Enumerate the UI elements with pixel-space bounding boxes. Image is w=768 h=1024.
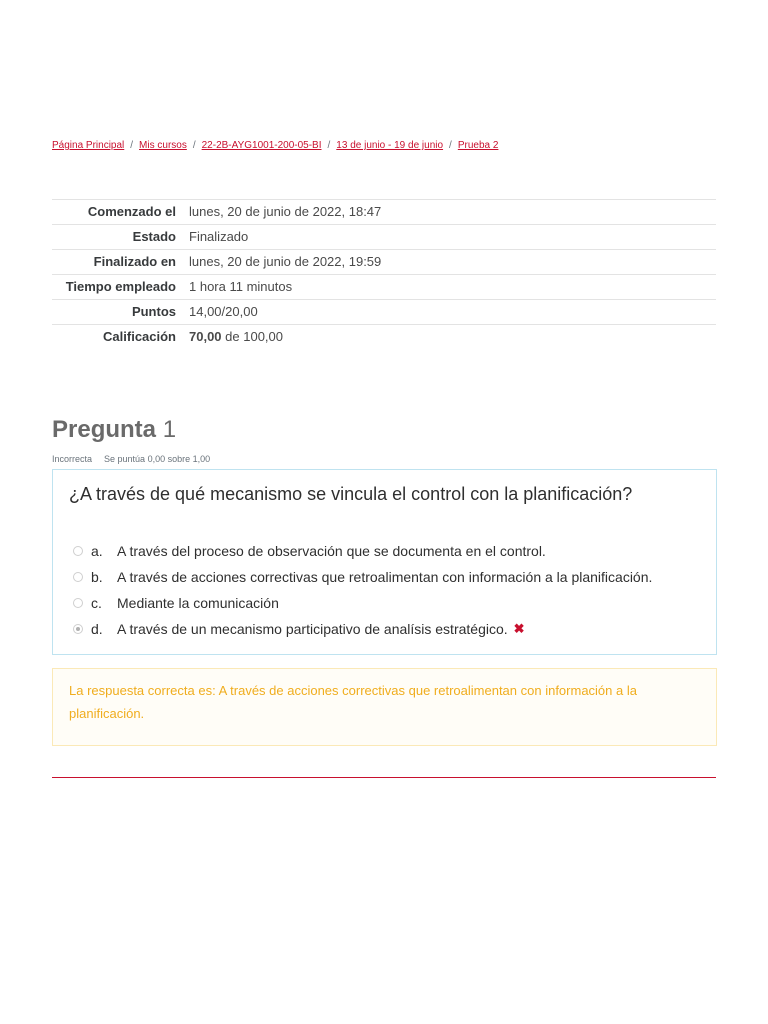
- summary-label: Calificación: [103, 329, 176, 344]
- answer-option-b[interactable]: [73, 564, 652, 590]
- question-score: Se puntúa 0,00 sobre 1,00: [104, 454, 211, 464]
- section-divider: [52, 777, 716, 778]
- summary-row-state: [52, 225, 716, 250]
- answer-option-d[interactable]: [73, 616, 652, 642]
- question-content-box: [52, 469, 717, 655]
- option-text: Mediante la comunicación: [117, 595, 279, 611]
- summary-label: Tiempo empleado: [65, 279, 176, 294]
- summary-value: 14,00/20,00: [189, 304, 258, 319]
- question-text: ¿A través de qué mecanismo se vincula el control con la planificación?: [69, 484, 633, 504]
- option-text: A través del proceso de observación que se documenta en el control.: [117, 543, 546, 559]
- radio-button-selected[interactable]: [73, 624, 83, 634]
- summary-label: Finalizado en: [93, 254, 176, 269]
- summary-value: lunes, 20 de junio de 2022, 18:47: [189, 204, 382, 219]
- answer-options: [73, 538, 652, 642]
- question-heading-word: Pregunta: [52, 416, 157, 443]
- summary-label: Comenzado el: [87, 204, 176, 219]
- radio-button[interactable]: [73, 598, 83, 608]
- answer-option-a[interactable]: [73, 538, 652, 564]
- question-state: Incorrecta: [52, 454, 93, 464]
- summary-value: Finalizado: [189, 229, 249, 244]
- breadcrumb-home-link[interactable]: Página Principal: [52, 140, 125, 151]
- breadcrumb-course-link[interactable]: 22-2B-AYG1001-200-05-BI: [201, 140, 322, 151]
- option-letter: a.: [91, 543, 103, 559]
- summary-row-finished: [52, 250, 716, 275]
- radio-button[interactable]: [73, 572, 83, 582]
- breadcrumb-week-link[interactable]: 13 de junio - 19 de junio: [336, 140, 444, 151]
- summary-value: [182, 325, 716, 350]
- option-letter: d.: [91, 621, 103, 637]
- breadcrumb-separator: /: [130, 140, 134, 151]
- attempt-summary-table: [52, 199, 716, 349]
- summary-row-grade: [52, 325, 716, 350]
- question-number: 1: [162, 416, 177, 443]
- summary-value: lunes, 20 de junio de 2022, 19:59: [189, 254, 382, 269]
- breadcrumb-separator: /: [449, 140, 452, 151]
- summary-value: 1 hora 11 minutos: [189, 279, 293, 294]
- summary-row-started: [52, 200, 716, 225]
- incorrect-icon: ✖: [513, 621, 525, 636]
- summary-row-time-taken: [52, 275, 716, 300]
- grade-max: de 100,00: [221, 329, 283, 344]
- option-text: A través de un mecanismo participativo de analísis estratégico.: [117, 621, 508, 637]
- option-letter: b.: [91, 569, 103, 585]
- breadcrumb-quiz-link[interactable]: Prueba 2: [457, 140, 499, 151]
- question-heading: [52, 416, 176, 444]
- option-letter: c.: [91, 595, 102, 611]
- grade-value: 70,00: [189, 329, 222, 344]
- summary-label: Estado: [132, 229, 176, 244]
- breadcrumb-my-courses-link[interactable]: Mis cursos: [139, 140, 187, 151]
- summary-label: Puntos: [131, 304, 176, 319]
- correct-answer-feedback: La respuesta correcta es: A través de acciones correctivas que retroalimentan con información a la planificación.: [52, 668, 717, 746]
- breadcrumb-separator: /: [192, 140, 196, 151]
- summary-row-points: [52, 300, 716, 325]
- question-info: [52, 454, 210, 464]
- answer-option-c[interactable]: [73, 590, 652, 616]
- option-text: A través de acciones correctivas que retroalimentan con información a la planificación.: [117, 569, 653, 585]
- breadcrumb: [52, 140, 498, 151]
- breadcrumb-separator: /: [327, 140, 331, 151]
- radio-button[interactable]: [73, 546, 83, 556]
